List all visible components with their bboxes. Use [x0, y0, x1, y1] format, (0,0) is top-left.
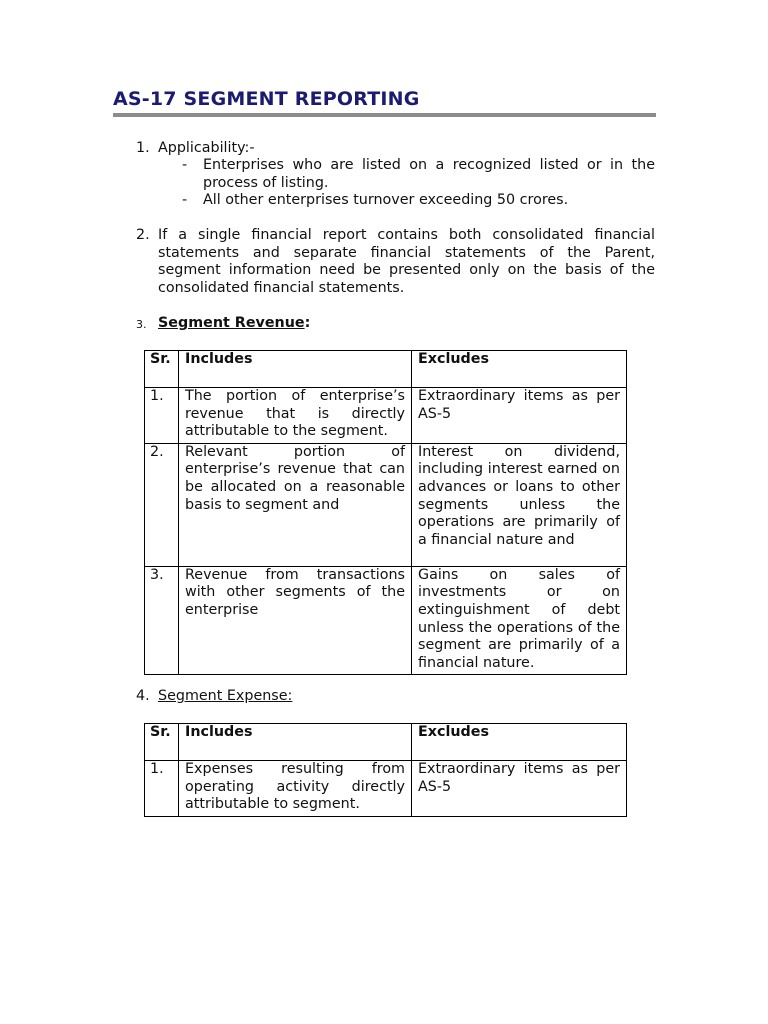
bullet-1-dash: -: [182, 157, 188, 173]
row-excludes: Extraordinary items as per AS-5: [412, 761, 627, 817]
row-sr: 1.: [145, 388, 179, 444]
section-1-number: 1.: [136, 140, 150, 156]
segment-revenue-table: [144, 350, 627, 675]
table-row: [145, 566, 627, 675]
title-underline: [113, 113, 656, 117]
row-excludes: Gains on sales of investments or on extinguishment of debt unless the operations of the segment are primarily of a financial nature.: [412, 566, 627, 675]
table-row: [145, 388, 627, 444]
table-row: [145, 761, 627, 817]
column-header-includes: Includes: [179, 724, 412, 761]
section-3-colon: :: [304, 315, 311, 331]
row-sr: 1.: [145, 761, 179, 817]
bullet-2-text: All other enterprises turnover exceeding 50 crores.: [203, 192, 569, 208]
section-4-number: 4.: [136, 688, 150, 704]
row-sr: 3.: [145, 566, 179, 675]
row-excludes: Extraordinary items as per AS-5: [412, 388, 627, 444]
section-2-paragraph: If a single financial report contains both consolidated financial statements and separate financial statements of the Parent, segment information need be presented only on the basis of the consolidated financial statements.: [158, 227, 655, 296]
table-row: [145, 443, 627, 566]
section-4-heading: Segment Expense:: [158, 688, 293, 704]
column-header-sr: Sr.: [145, 351, 179, 388]
row-includes: Relevant portion of enterprise’s revenue that can be allocated on a reasonable basis to segment and: [179, 443, 412, 566]
row-includes: Expenses resulting from operating activity directly attributable to segment.: [179, 761, 412, 817]
row-includes: Revenue from transactions with other segments of the enterprise: [179, 566, 412, 675]
section-3-number: 3.: [136, 318, 147, 331]
row-includes: The portion of enterprise’s revenue that is directly attributable to the segment.: [179, 388, 412, 444]
page-title: AS-17 SEGMENT REPORTING: [113, 88, 420, 110]
column-header-excludes: Excludes: [412, 351, 627, 388]
segment-expense-table: [144, 723, 627, 817]
row-sr: 2.: [145, 443, 179, 566]
section-1-heading: Applicability:-: [158, 140, 255, 156]
section-3-heading: Segment Revenue: [158, 315, 305, 331]
table-header-row: [145, 351, 627, 388]
column-header-excludes: Excludes: [412, 724, 627, 761]
bullet-2-dash: -: [182, 192, 188, 208]
section-3-heading-wrap: [158, 315, 310, 333]
bullet-1-text: Enterprises who are listed on a recognized listed or in the process of listing.: [203, 157, 655, 191]
column-header-includes: Includes: [179, 351, 412, 388]
column-header-sr: Sr.: [145, 724, 179, 761]
table-header-row: [145, 724, 627, 761]
row-excludes: Interest on dividend, including interest earned on advances or loans to other segments unless the operations are primarily of a financial nature and: [412, 443, 627, 566]
section-2-number: 2.: [136, 227, 150, 243]
